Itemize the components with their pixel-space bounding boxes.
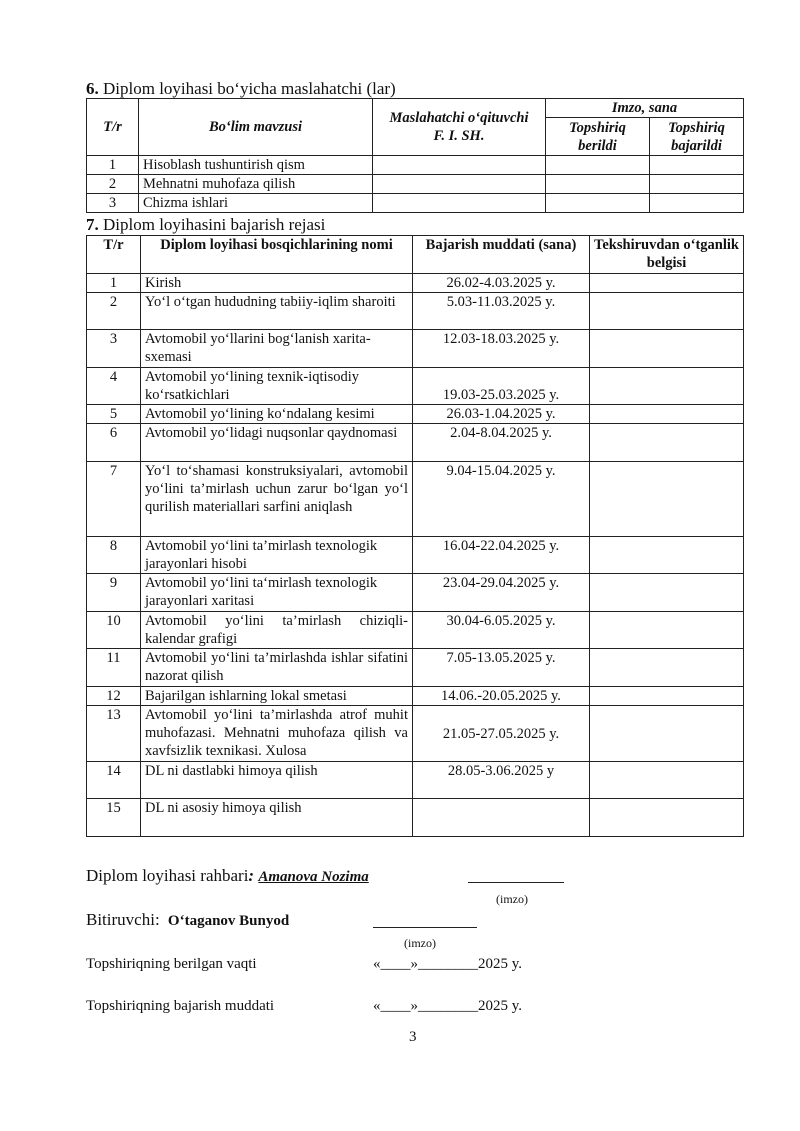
table-row [87, 799, 744, 837]
advisors-header-done [650, 118, 744, 156]
row-check[interactable] [590, 368, 744, 405]
graduate-name: O‘taganov Bunyod [167, 913, 290, 929]
row-topic: Chizma ishlari [139, 194, 373, 213]
table-row [87, 462, 744, 537]
row-check[interactable] [590, 649, 744, 687]
row-stage: Avtomobil yo‘lining ko‘ndalang kesimi [141, 405, 413, 424]
row-number: 8 [87, 537, 141, 574]
row-done[interactable] [650, 175, 744, 194]
supervisor-signature-line[interactable] [468, 882, 564, 883]
row-date [413, 799, 590, 837]
row-check[interactable] [590, 687, 744, 706]
row-number: 13 [87, 706, 141, 762]
row-stage: Kirish [141, 274, 413, 293]
table-row [87, 293, 744, 330]
table-row [87, 537, 744, 574]
table-row [87, 274, 744, 293]
row-stage: Yo‘l o‘tgan hududning tabiiy-iqlim sharoiti [141, 293, 413, 330]
row-date: 28.05-3.06.2025 y [413, 762, 590, 799]
advisors-table [86, 98, 744, 213]
row-date: 5.03-11.03.2025 y. [413, 293, 590, 330]
plan-header-deadline: Bajarish muddati (sana) [413, 236, 590, 274]
row-number: 4 [87, 368, 141, 405]
supervisor-colon: : [248, 866, 255, 885]
row-check[interactable] [590, 330, 744, 368]
row-stage: DL ni dastlabki himoya qilish [141, 762, 413, 799]
row-done[interactable] [650, 194, 744, 213]
row-date: 16.04-22.04.2025 y. [413, 537, 590, 574]
advisors-header-tr: T/r [87, 99, 139, 156]
advisors-header-topic: Bo‘lim mavzusi [139, 99, 373, 156]
row-date: 12.03-18.03.2025 y. [413, 330, 590, 368]
table-row [87, 330, 744, 368]
row-number: 9 [87, 574, 141, 612]
deadline-date-value[interactable]: «____»________2025 y. [373, 998, 523, 1014]
table-row [87, 612, 744, 649]
row-stage: Avtomobil yo‘llarini bog‘lanish xarita-sxemasi [141, 330, 413, 368]
section-6-title [86, 79, 396, 99]
row-advisor[interactable] [373, 194, 546, 213]
row-stage: Avtomobil yo‘lini ta‘mirlash texnologik jarayonlari xaritasi [141, 574, 413, 612]
row-date: 7.05-13.05.2025 y. [413, 649, 590, 687]
section-7-heading: Diplom loyihasini bajarish rejasi [103, 215, 326, 234]
row-stage: Avtomobil yo‘lini ta’mirlashda atrof muhit muhofazasi. Mehnatni muhofaza qilish va xavfsizlik texnikasi. Xulosa [141, 706, 413, 762]
plan-table [86, 235, 744, 837]
table-row [87, 762, 744, 799]
row-done[interactable] [650, 156, 744, 175]
row-topic: Hisoblash tushuntirish qism [139, 156, 373, 175]
plan-header-check: Tekshiruvdan o‘tganlik belgisi [590, 236, 744, 274]
row-number: 7 [87, 462, 141, 537]
advisors-header-given [546, 118, 650, 156]
supervisor-line [86, 866, 369, 886]
row-stage: Avtomobil yo‘lini ta’mirlash chiziqli-kalendar grafigi [141, 612, 413, 649]
row-given[interactable] [546, 194, 650, 213]
graduate-signature-line[interactable] [373, 927, 477, 928]
row-date: 26.03-1.04.2025 y. [413, 405, 590, 424]
row-number: 3 [87, 194, 139, 213]
row-check[interactable] [590, 293, 744, 330]
row-check[interactable] [590, 762, 744, 799]
table-row [87, 687, 744, 706]
section-6-heading: Diplom loyihasi bo‘yicha maslahatchi (lar) [103, 79, 396, 98]
row-stage: Avtomobil yo‘lini ta’mirlash texnologik jarayonlari hisobi [141, 537, 413, 574]
row-check[interactable] [590, 574, 744, 612]
graduate-label: Bitiruvchi: [86, 910, 160, 929]
row-stage: DL ni asosiy himoya qilish [141, 799, 413, 837]
row-number: 5 [87, 405, 141, 424]
table-row [87, 424, 744, 462]
row-check[interactable] [590, 612, 744, 649]
issued-date-label: Topshiriqning berilgan vaqti [86, 956, 257, 972]
section-7-title [86, 215, 325, 235]
row-stage: Avtomobil yo‘lining texnik-iqtisodiy ko‘rsatkichlari [141, 368, 413, 405]
row-number: 14 [87, 762, 141, 799]
row-number: 1 [87, 156, 139, 175]
advisors-header-advisor-line2: F. I. SH. [433, 128, 485, 144]
row-advisor[interactable] [373, 156, 546, 175]
row-number: 2 [87, 175, 139, 194]
row-date: 23.04-29.04.2025 y. [413, 574, 590, 612]
graduate-signature-caption: (imzo) [404, 936, 436, 950]
table-row [87, 368, 744, 405]
supervisor-label: Diplom loyihasi rahbari [86, 866, 249, 885]
row-topic: Mehnatni muhofaza qilish [139, 175, 373, 194]
table-row [87, 706, 744, 762]
page-number: 3 [409, 1029, 417, 1045]
table-row [87, 405, 744, 424]
row-date: 21.05-27.05.2025 y. [413, 706, 590, 762]
advisors-header-signature: Imzo, sana [546, 99, 744, 118]
row-date: 9.04-15.04.2025 y. [413, 462, 590, 537]
advisors-header-advisor-line1: Maslahatchi o‘qituvchi [389, 110, 529, 126]
row-check[interactable] [590, 274, 744, 293]
row-advisor[interactable] [373, 175, 546, 194]
supervisor-name: Amanova Nozima [258, 869, 369, 885]
row-number: 2 [87, 293, 141, 330]
section-6-number: 6. [86, 79, 99, 98]
deadline-date-label: Topshiriqning bajarish muddati [86, 998, 275, 1014]
row-check[interactable] [590, 424, 744, 462]
issued-date-value[interactable]: «____»________2025 y. [373, 956, 523, 972]
row-check[interactable] [590, 799, 744, 837]
advisors-header-given-line2: berildi [578, 137, 617, 154]
graduate-line [86, 910, 289, 930]
table-row [87, 175, 744, 194]
row-date: 2.04-8.04.2025 y. [413, 424, 590, 462]
row-given[interactable] [546, 175, 650, 194]
row-check[interactable] [590, 405, 744, 424]
row-stage: Avtomobil yo‘lini ta’mirlashda ishlar sifatini nazorat qilish [141, 649, 413, 687]
row-stage: Avtomobil yo‘lidagi nuqsonlar qaydnomasi [141, 424, 413, 462]
row-stage: Bajarilgan ishlarning lokal smetasi [141, 687, 413, 706]
row-given[interactable] [546, 156, 650, 175]
row-number: 1 [87, 274, 141, 293]
row-number: 10 [87, 612, 141, 649]
table-row [87, 156, 744, 175]
table-row [87, 574, 744, 612]
row-number: 6 [87, 424, 141, 462]
row-stage: Yo‘l to‘shamasi konstruksiyalari, avtomobil yo‘lini ta’mirlash uchun zarur bo‘lgan yo‘l qurilish materiallari sarfini aniqlash [141, 462, 413, 537]
row-date: 14.06.-20.05.2025 y. [413, 687, 590, 706]
advisors-header-given-line1: Topshiriq [569, 119, 626, 136]
row-date: 19.03-25.03.2025 y. [413, 368, 590, 405]
plan-header-name: Diplom loyihasi bosqichlarining nomi [141, 236, 413, 274]
advisors-header-done-line1: Topshiriq [668, 119, 725, 136]
row-number: 3 [87, 330, 141, 368]
plan-header-tr: T/r [87, 236, 141, 274]
row-number: 11 [87, 649, 141, 687]
row-date: 30.04-6.05.2025 y. [413, 612, 590, 649]
advisors-header-advisor [373, 99, 546, 156]
row-check[interactable] [590, 706, 744, 762]
row-check[interactable] [590, 462, 744, 537]
row-number: 15 [87, 799, 141, 837]
supervisor-signature-caption: (imzo) [496, 892, 528, 906]
table-row [87, 649, 744, 687]
row-number: 12 [87, 687, 141, 706]
row-check[interactable] [590, 537, 744, 574]
advisors-header-done-line2: bajarildi [671, 137, 722, 154]
row-date: 26.02-4.03.2025 y. [413, 274, 590, 293]
table-row [87, 194, 744, 213]
section-7-number: 7. [86, 215, 99, 234]
